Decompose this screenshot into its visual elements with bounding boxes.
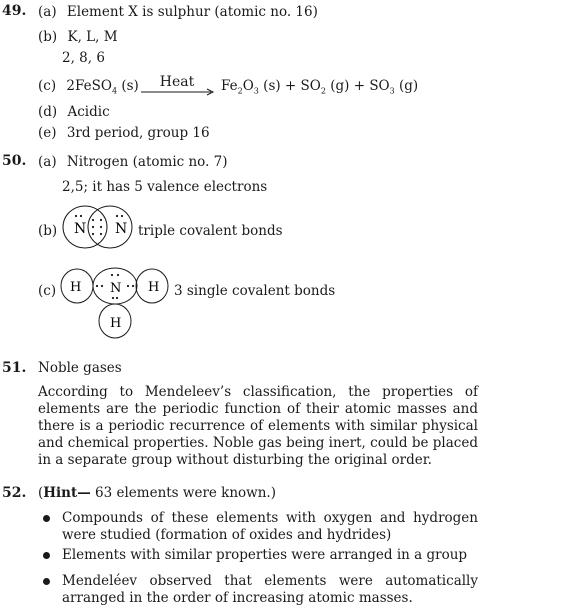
- q49-c-label: (c): [38, 78, 57, 94]
- q49-a-label: (a): [38, 4, 57, 20]
- q52-hint: (Hint— 63 elements were known.): [38, 485, 276, 501]
- q49-b-label: (b): [38, 29, 58, 45]
- nh3-h-bottom: H: [110, 316, 122, 331]
- q50-c-label: (c): [38, 283, 57, 299]
- q50-a-valence: 2,5; it has 5 valence electrons: [62, 179, 268, 195]
- q49-part-e: [38, 125, 210, 141]
- reaction-arrow-label: Heat: [159, 74, 195, 90]
- n2-atom-left: N: [74, 221, 87, 237]
- nh3-n-center: N: [110, 281, 122, 296]
- list-item: Elements with similar properties were arranged in a group: [62, 547, 468, 563]
- q51-title: Noble gases: [38, 360, 122, 376]
- nh3-h-left: H: [70, 280, 82, 295]
- bullet-icon: [43, 552, 50, 559]
- reaction-products: $Fe_2O_3$ $(s) + SO_2$ $(g) + SO_3$ (g): [221, 78, 419, 96]
- reaction-reactant: 2FeSO$_4$ (s): [66, 78, 139, 96]
- question-number-50: 50.: [2, 153, 27, 169]
- q49-part-b: [38, 29, 118, 45]
- question-number-49: 49.: [2, 3, 27, 19]
- question-number-52: 52.: [2, 485, 27, 501]
- q50-a-text: Nitrogen (atomic no. 7): [66, 154, 228, 170]
- q49-part-a: [38, 4, 318, 20]
- q49-e-label: (e): [38, 125, 57, 141]
- reaction-arrow-icon: [141, 88, 215, 96]
- q49-part-c: [38, 78, 139, 96]
- q49-d-text: Acidic: [67, 104, 110, 120]
- q50-part-a: [38, 154, 228, 170]
- q50-b-text: triple covalent bonds: [138, 223, 283, 239]
- q49-part-d: [38, 104, 110, 120]
- q49-a-text: Element X is sulphur (atomic no. 16): [66, 4, 318, 20]
- q50-c-text: 3 single covalent bonds: [174, 283, 336, 299]
- list-item: Mendeléev observed that elements were automatically arranged in the order of increasing atomic masses.: [62, 573, 478, 606]
- bullet-icon: [43, 515, 50, 522]
- q50-b-label: (b): [38, 223, 58, 239]
- bullet-icon: [43, 578, 50, 585]
- question-number-51: 51.: [2, 360, 27, 376]
- q49-e-text: 3rd period, group 16: [66, 125, 210, 141]
- nh3-lewis-diagram: [60, 264, 172, 344]
- n2-atom-right: N: [115, 221, 128, 237]
- list-item: Compounds of these elements with oxygen and hydrogen were studied (formation of oxides and hydrides): [62, 510, 478, 543]
- q49-b-electron-config: 2, 8, 6: [62, 50, 105, 66]
- nh3-h-right: H: [148, 280, 160, 295]
- q49-b-text: K, L, M: [67, 29, 118, 45]
- q49-d-label: (d): [38, 104, 58, 120]
- hint-label: Hint—: [43, 485, 91, 501]
- n2-lewis-diagram: [60, 204, 136, 254]
- q50-a-label: (a): [38, 154, 57, 170]
- q51-paragraph: According to Mendeleev’s classification, the properties of elements are the periodic function of their atomic masses and there is a periodic recurrence of elements with similar physical and chemical properties. Noble gas being inert, could be placed in a separate group without disturbing the original order.: [38, 384, 478, 468]
